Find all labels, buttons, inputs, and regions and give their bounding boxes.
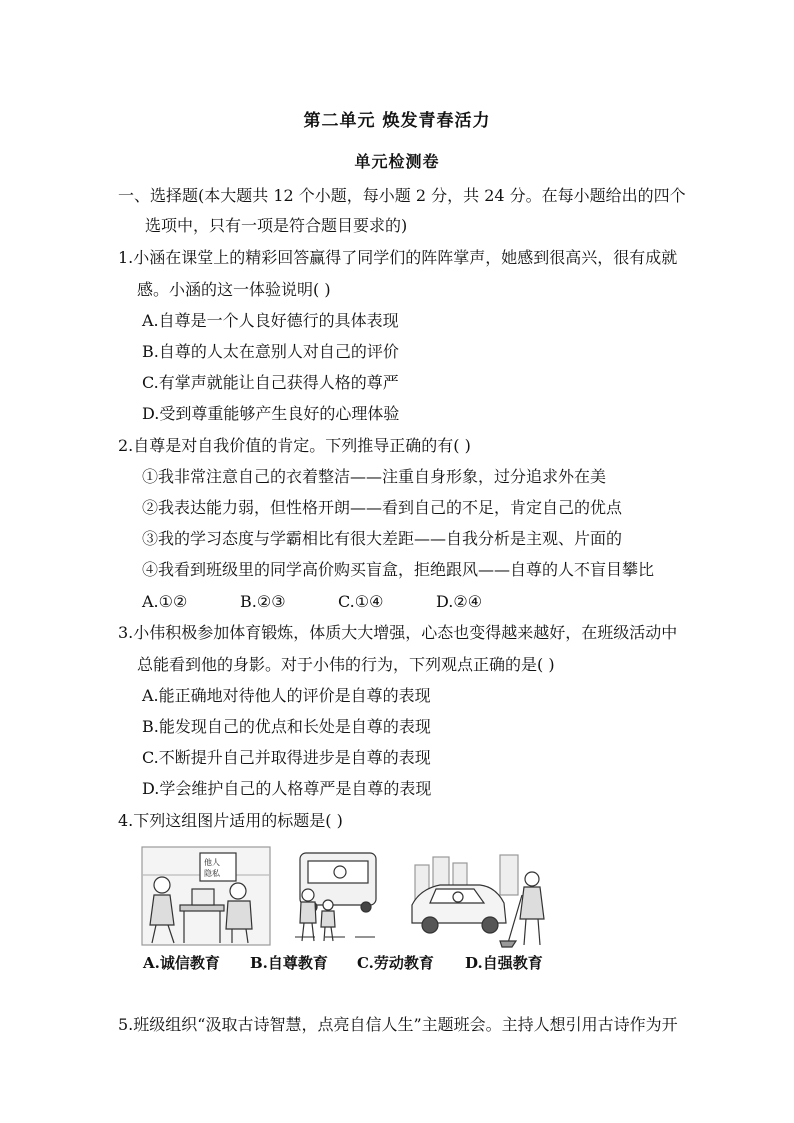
q4-caption-b: B.自尊教育 xyxy=(250,954,328,972)
section-heading: 一、选择题(本大题共 12 个小题，每小题 2 分，共 24 分。在每小题给出的四个 xyxy=(118,186,686,205)
q3-stem: 3.小伟积极参加体育锻炼，体质大大增强，心态也变得越来越好，在班级活动中 xyxy=(118,623,678,642)
q2-choice-c: C.①④ xyxy=(338,592,384,611)
q2-item-3: ③我的学习态度与学霸相比有很大差距——自我分析是主观、片面的 xyxy=(142,529,623,548)
q1-option-c: C.有掌声就能让自己获得人格的尊严 xyxy=(142,373,399,392)
q3-option-a: A.能正确地对待他人的评价是自尊的表现 xyxy=(142,686,431,705)
q4-stem: 4.下列这组图片适用的标题是( ) xyxy=(118,811,343,830)
q5-stem: 5.班级组织“汲取古诗智慧，点亮自信人生”主题班会。主持人想引用古诗作为开 xyxy=(118,1015,678,1034)
q1-option-d: D.受到尊重能够产生良好的心理体验 xyxy=(142,404,400,423)
q2-item-2: ②我表达能力弱，但性格开朗——看到自己的不足，肯定自己的优点 xyxy=(142,498,623,517)
section-heading-cont: 选项中，只有一项是符合题目要求的) xyxy=(145,216,408,235)
unit-subtitle: 单元检测卷 xyxy=(354,152,440,171)
svg-text:他人: 他人 xyxy=(204,858,220,867)
q1-option-a: A.自尊是一个人良好德行的具体表现 xyxy=(142,311,399,330)
q4-illustration-a xyxy=(142,847,270,945)
unit-title: 第二单元 焕发青春活力 xyxy=(303,111,491,131)
q2-choice-d: D.②④ xyxy=(436,592,483,611)
q3-option-d: D.学会维护自己的人格尊严是自尊的表现 xyxy=(142,779,432,798)
q1-stem-cont: 感。小涵的这一体验说明( ) xyxy=(137,280,331,299)
q4-caption-c: C.劳动教育 xyxy=(357,954,434,972)
q3-option-c: C.不断提升自己并取得进步是自尊的表现 xyxy=(142,748,431,767)
q2-item-4: ④我看到班级里的同学高价购买盲盒，拒绝跟风——自尊的人不盲目攀比 xyxy=(142,560,655,579)
q4-caption-a: A.诚信教育 xyxy=(143,954,220,972)
q2-choices xyxy=(142,592,534,612)
q4-illustration-strip xyxy=(140,845,560,955)
q3-stem-cont: 总能看到他的身影。对于小伟的行为，下列观点正确的是( ) xyxy=(137,655,555,674)
q1-stem: 1.小涵在课堂上的精彩回答赢得了同学们的阵阵掌声，她感到很高兴，很有成就 xyxy=(118,248,678,267)
q3-option-b: B.能发现自己的优点和长处是自尊的表现 xyxy=(142,717,431,736)
q2-item-1: ①我非常注意自己的衣着整洁——注重自身形象，过分追求外在美 xyxy=(142,467,607,486)
q4-illustration-b xyxy=(295,853,376,941)
q4-caption-d: D.自强教育 xyxy=(465,954,543,972)
q1-option-b: B.自尊的人太在意别人对自己的评价 xyxy=(142,342,399,361)
q2-choice-b: B.②③ xyxy=(240,592,286,611)
q2-choice-a: A.①② xyxy=(142,592,188,611)
q4-illustration-c xyxy=(412,855,544,947)
svg-text:隐私: 隐私 xyxy=(204,869,220,878)
q2-stem: 2.自尊是对自我价值的肯定。下列推导正确的有( ) xyxy=(118,436,471,455)
